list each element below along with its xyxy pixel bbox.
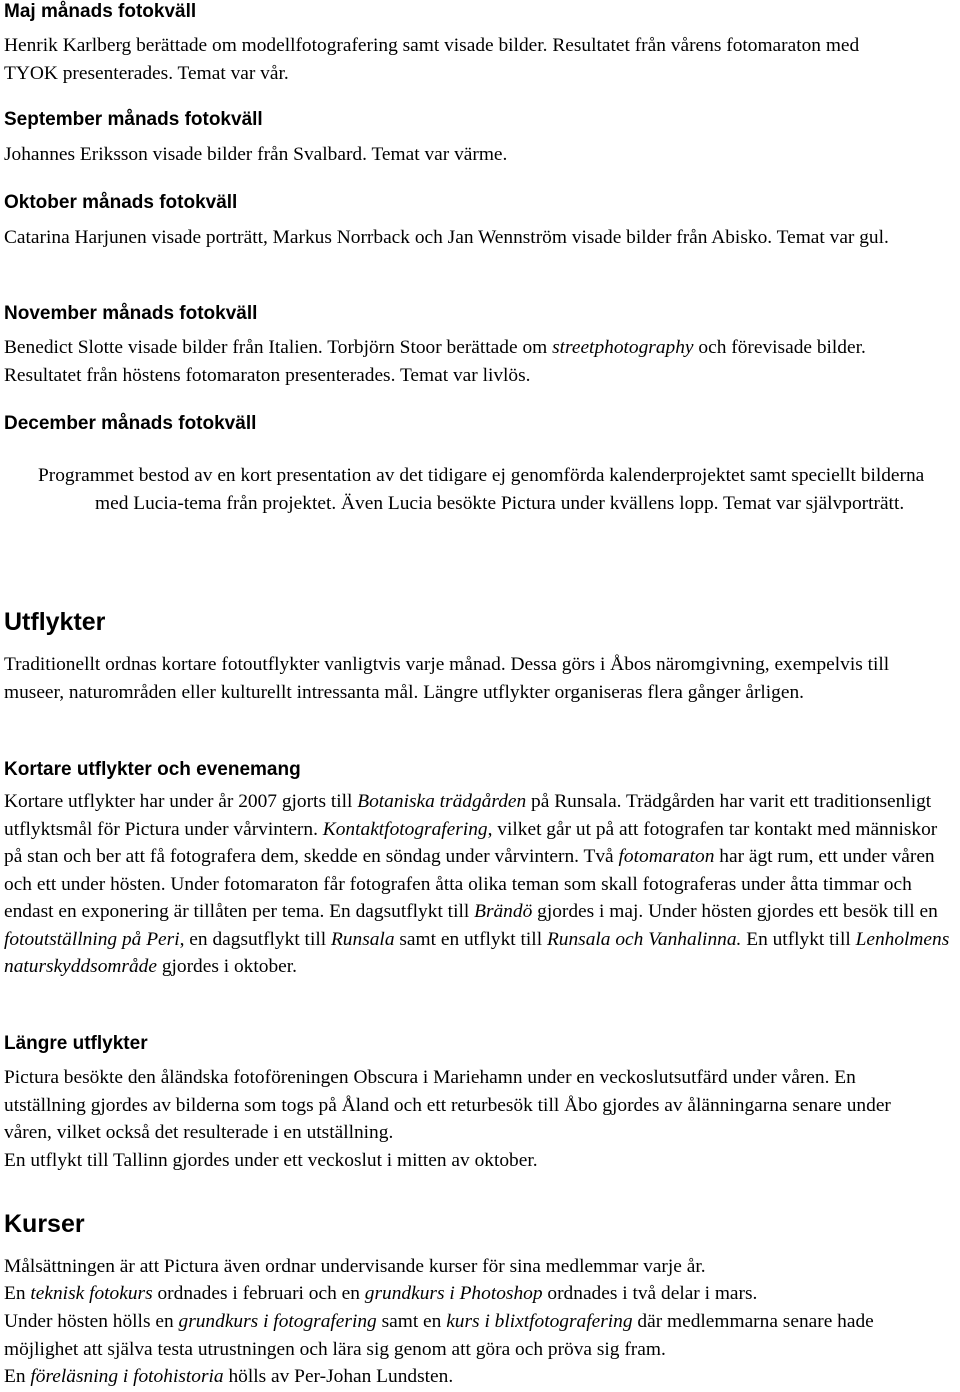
text-utflykter-intro: Traditionellt ordnas kortare fotoutflykter vanligtvis varje månad. Dessa görs i Åbos näromgivning, exempelvis till museer, naturområden eller kulturellt intressanta mål. Längre utflykter organiseras flera gånger årligen. [4, 654, 890, 703]
heading-kurser: Kurser [4, 1210, 85, 1238]
text-maj: Henrik Karlberg berättade om modellfotografering samt visade bilder. Resultatet från vårens fotomaraton med TYOK presenterades. Temat var vår. [4, 35, 860, 84]
text-november: Benedict Slotte visade bilder från Italien. Torbjörn Stoor berättade om streetphotography och förevisade bilder. Resultatet från höstens fotomaraton presenterades. Temat var livlös. [4, 337, 866, 386]
heading-november: November månads fotokväll [4, 303, 258, 324]
text-kortare-utflykter: Kortare utflykter har under år 2007 gjorts till Botaniska trädgården på Runsala. Trädgården har varit ett traditionsenligt utflyktsmål för Pictura under vårvintern. Kontaktfotografering, vilket går ut på att fotografen tar kontakt med människor på stan och ber att få fotografera dem, skedde en söndag under vårvintern. Två fotomaraton har ägt rum, ett under våren och ett under hösten. Under fotomaraton får fotografen åtta olika teman som skall fotograferas under åtta timmar och endast en exponering är tillåten per tema. En dagsutflykt till Brändö gjordes i maj. Under hösten gjordes ett besök till en fotoutställning på Peri, en dagsutflykt till Runsala samt en utflykt till Runsala och Vanhalinna. En utflykt till Lenholmens naturskyddsområde gjordes i oktober. [4, 791, 950, 977]
heading-december: December månads fotokväll [4, 413, 257, 434]
text-kurser-3: Under hösten hölls en grundkurs i fotografering samt en kurs i blixtfotografering där medlemmarna senare hade möjlighet att själva testa utrustningen och lära sig genom att göra och pröva sig fram. [4, 1311, 874, 1360]
heading-maj: Maj månads fotokväll [4, 1, 197, 22]
text-kurser-2: En teknisk fotokurs ordnades i februari och en grundkurs i Photoshop ordnades i två delar i mars. [4, 1283, 758, 1304]
text-oktober: Catarina Harjunen visade porträtt, Markus Norrback och Jan Wennström visade bilder från Abisko. Temat var gul. [4, 227, 889, 248]
heading-september: September månads fotokväll [4, 109, 263, 130]
streetphotography-term: streetphotography [552, 337, 694, 358]
heading-utflykter: Utflykter [4, 608, 106, 636]
text-langre-utflykter-1: Pictura besökte den åländska fotoföreningen Obscura i Mariehamn under en veckoslutsutfärd under våren. En utställning gjordes av bilderna som togs på Åland och ett returbesök till Åbo gjordes av ålänningarna senare under våren, vilket också det resulterade i en utställning. [4, 1067, 891, 1143]
text-kurser-4: En föreläsning i fotohistoria hölls av Per-Johan Lundsten. [4, 1366, 454, 1387]
text-langre-utflykter-2: En utflykt till Tallinn gjordes under ett veckoslut i mitten av oktober. [4, 1150, 538, 1171]
heading-oktober: Oktober månads fotokväll [4, 192, 238, 213]
heading-langre-utflykter: Längre utflykter [4, 1033, 148, 1054]
text-kurser-1: Målsättningen är att Pictura även ordnar undervisande kurser för sina medlemmar varje år. [4, 1256, 706, 1277]
text-september: Johannes Eriksson visade bilder från Svalbard. Temat var värme. [4, 144, 508, 165]
text-december: Programmet bestod av en kort presentation av det tidigare ej genomförda kalenderprojektet samt speciellt bilderna med Lucia-tema från projektet. Även Lucia besökte Pictura under kvällens lopp. Temat var självporträtt. [38, 465, 925, 514]
heading-kortare-utflykter: Kortare utflykter och evenemang [4, 759, 301, 780]
